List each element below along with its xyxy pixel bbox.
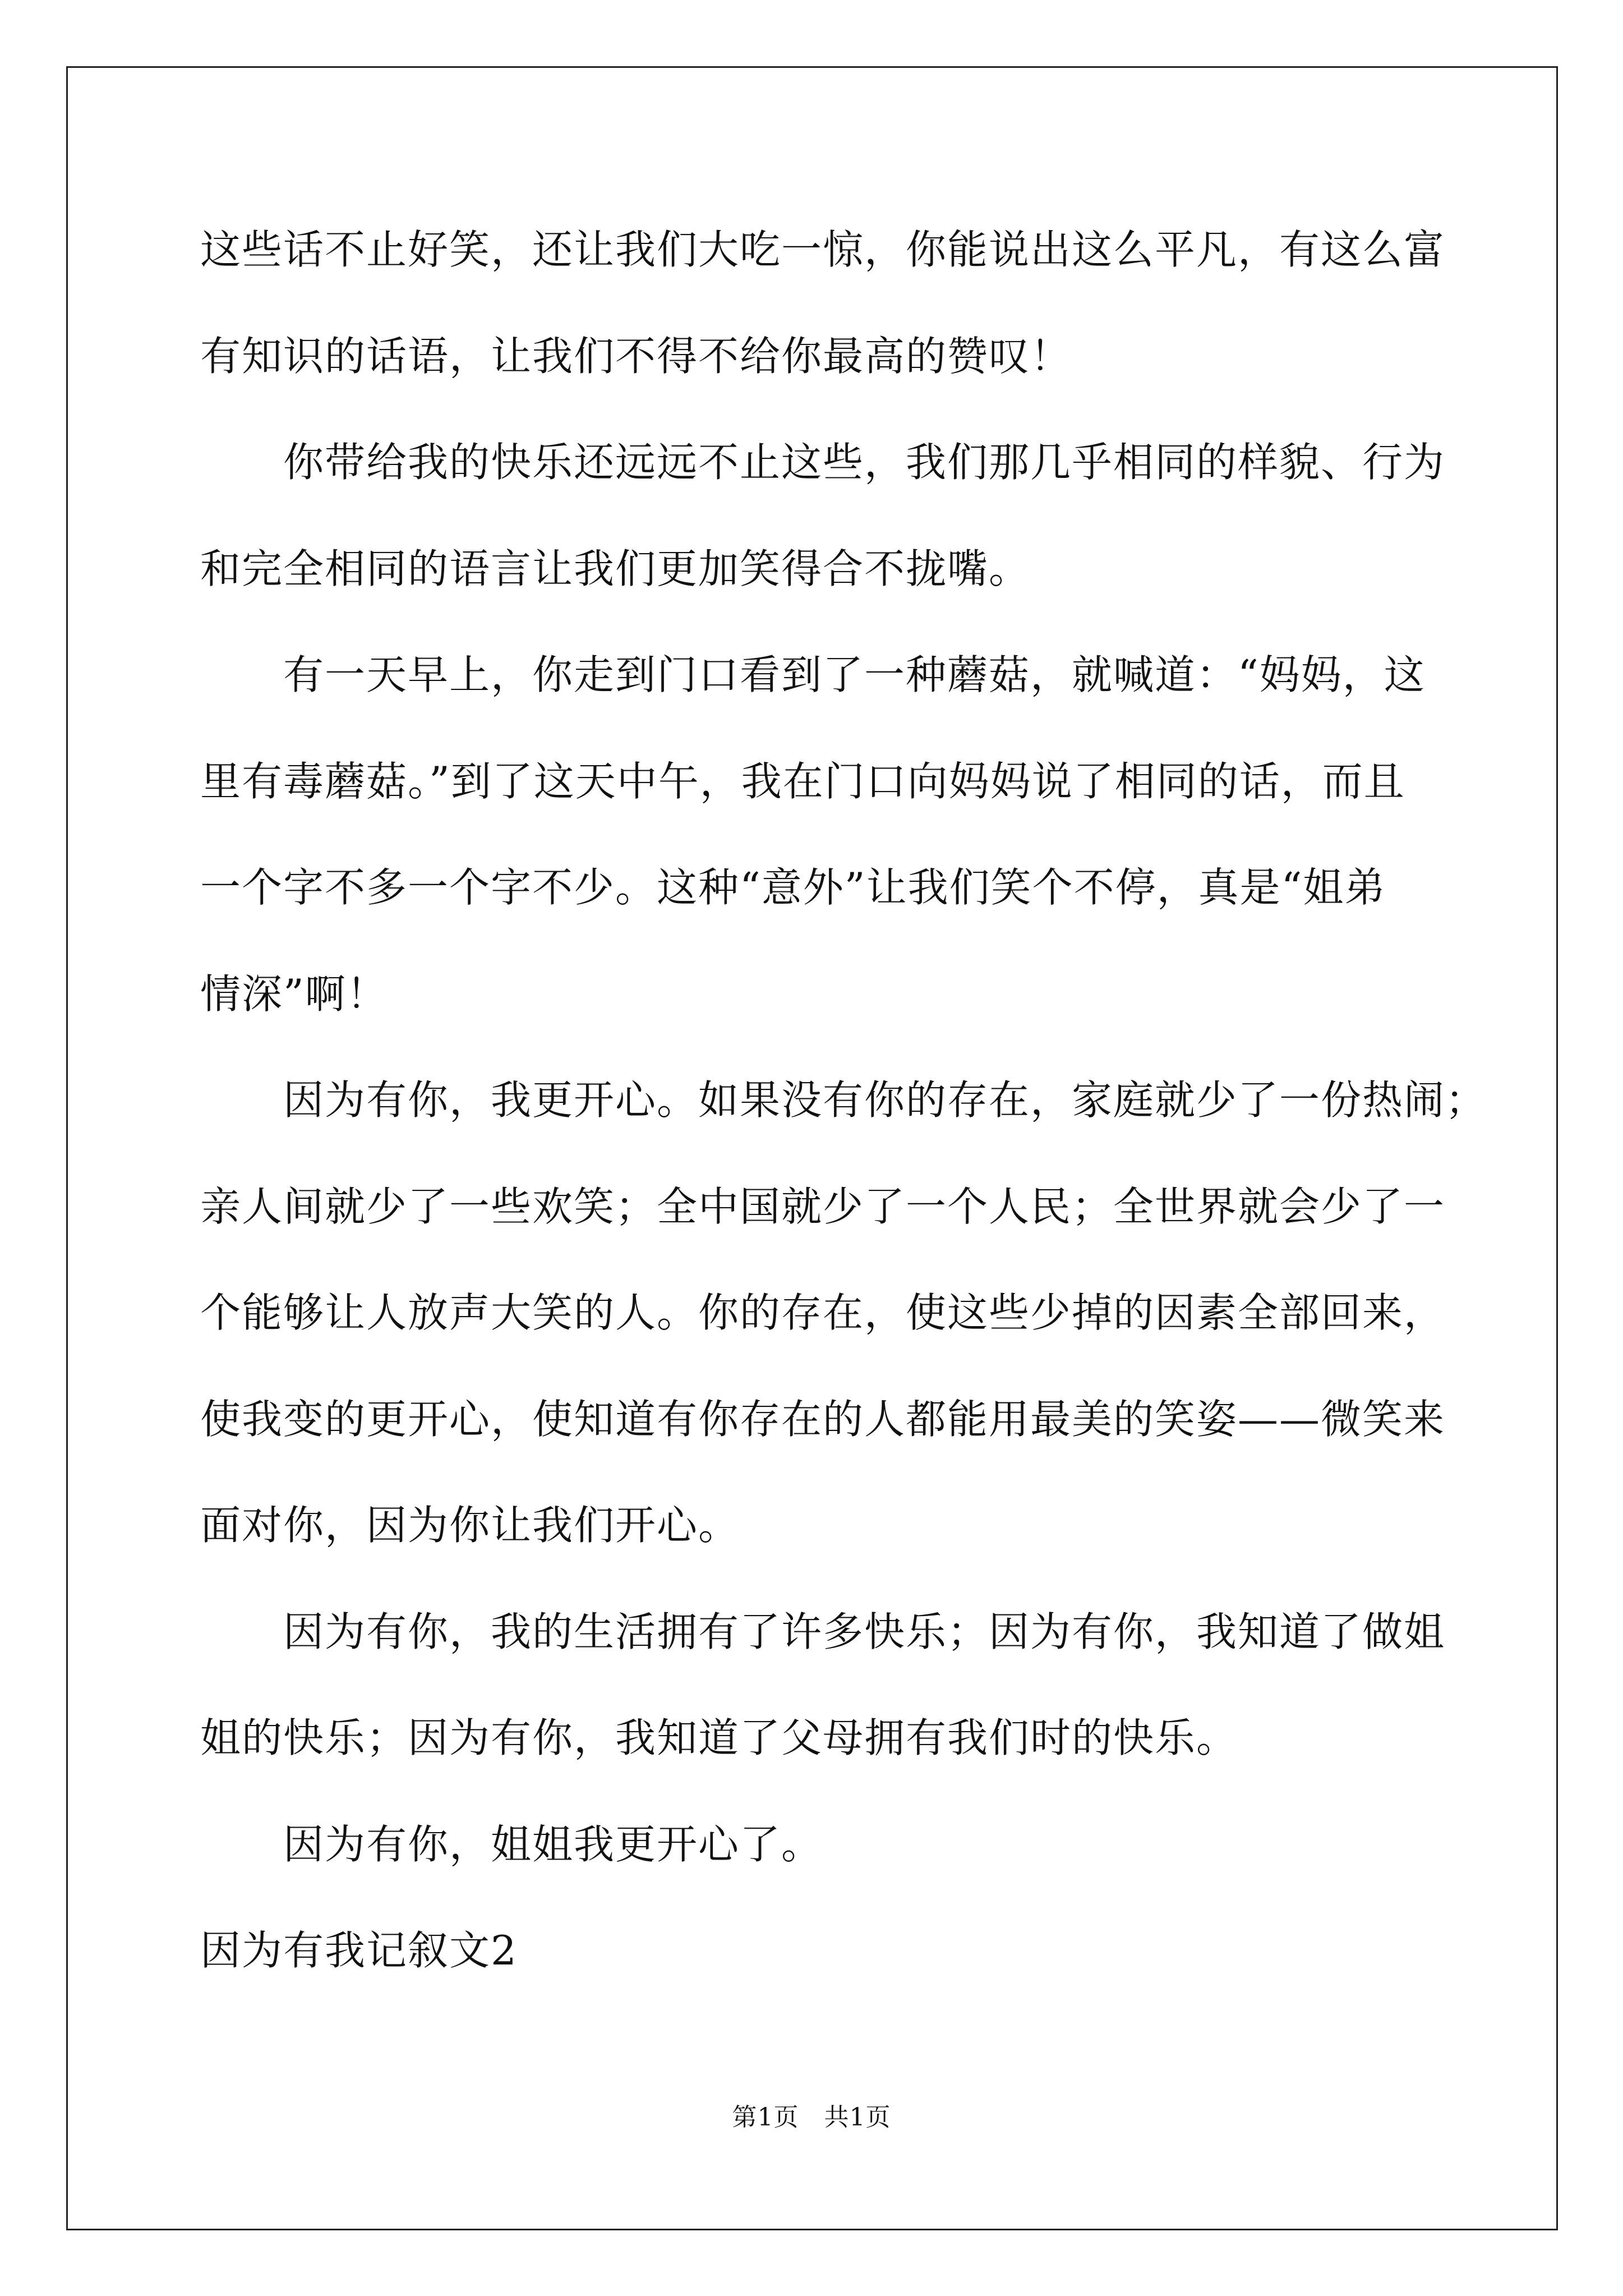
text-line-9: 因为有你，我更开心。如果没有你的存在，家庭就少了一份热闹； bbox=[283, 1076, 1487, 1124]
text-line-11: 个能够让人放声大笑的人。你的存在，使这些少掉的因素全部回来， bbox=[200, 1289, 1446, 1336]
text-line-15: 姐的快乐；因为有你，我知道了父母拥有我们时的快乐。 bbox=[200, 1714, 1238, 1761]
text-line-14: 因为有你，我的生活拥有了许多快乐；因为有你，我知道了做姐 bbox=[283, 1608, 1446, 1655]
text-line-6: 里有毒蘑菇。”到了这天中午，我在门口向妈妈说了相同的话，而且 bbox=[200, 757, 1405, 805]
page-footer: 第1页 共1页 bbox=[732, 2103, 891, 2132]
text-line-8: 情深”啊！ bbox=[200, 970, 388, 1018]
text-line-2: 有知识的话语，让我们不得不给你最高的赞叹！ bbox=[200, 332, 1072, 380]
text-line-10: 亲人间就少了一些欢笑；全中国就少了一个人民；全世界就会少了一 bbox=[200, 1182, 1446, 1230]
document-body bbox=[200, 219, 1487, 2026]
text-line-4: 和完全相同的语言让我们更加笑得合不拢嘴。 bbox=[200, 545, 1031, 592]
section-heading: 因为有我记叙文2 bbox=[200, 1927, 518, 1974]
text-line-7: 一个字不多一个字不少。这种“意外”让我们笑个不停，真是“姐弟 bbox=[200, 864, 1386, 911]
text-line-1: 这些话不止好笑，还让我们大吃一惊，你能说出这么平凡，有这么富 bbox=[200, 226, 1446, 273]
text-line-5: 有一天早上，你走到门口看到了一种蘑菇，就喊道：“妈妈，这 bbox=[283, 651, 1426, 698]
text-line-3: 你带给我的快乐还远远不止这些，我们那几乎相同的样貌、行为 bbox=[283, 439, 1446, 486]
text-line-12: 使我变的更开心，使知道有你存在的人都能用最美的笑姿——微笑来 bbox=[200, 1395, 1446, 1443]
text-line-16: 因为有你，姐姐我更开心了。 bbox=[283, 1820, 823, 1868]
text-line-13: 面对你，因为你让我们开心。 bbox=[200, 1502, 740, 1549]
